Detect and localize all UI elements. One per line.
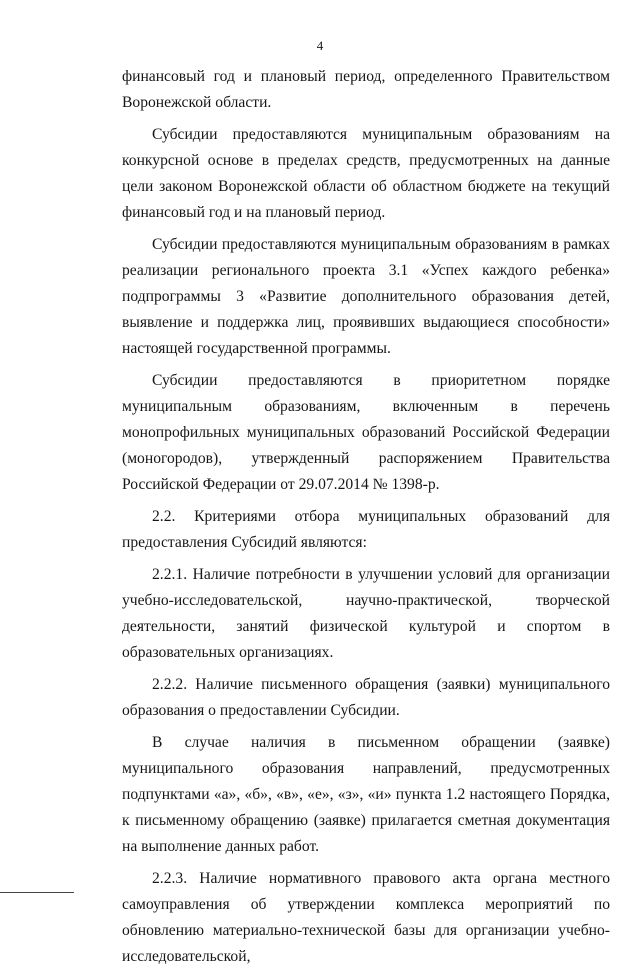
paragraph-priority-monotowns: Субсидии предоставляются в приоритетном порядке муниципальным образованиям, включенным в перечень монопрофильных муниципальных образований Российской Федерации (моногородов), утвержденный распоряжением Правительства Российской Федерации от 29.07.2014 № 1398-р.: [122, 372, 610, 493]
paragraph-continuation: финансовый год и плановый период, определенного Правительством Воронежской области.: [122, 68, 610, 111]
document-body: [122, 64, 610, 976]
paragraph-criterion-2-2-2: 2.2.2. Наличие письменного обращения (заявки) муниципального образования о предоставлении Субсидии.: [122, 676, 610, 719]
page-number: 4: [316, 38, 324, 53]
paragraph-criteria-heading: 2.2. Критериями отбора муниципальных образований для предоставления Субсидий являются:: [122, 508, 610, 551]
paragraph-regional-project: Субсидии предоставляются муниципальным образованиям в рамках реализации регионального проекта 3.1 «Успех каждого ребенка» подпрограммы 3 «Развитие дополнительного образования детей, выявление и поддержка лиц, проявивших выдающиеся способности» настоящей государственной программы.: [122, 236, 610, 357]
paragraph-criterion-2-2-3: 2.2.3. Наличие нормативного правового акта органа местного самоуправления об утверждении комплекса мероприятий по обновлению материально-технической базы для организации учебно-исследовательской,: [122, 870, 610, 965]
footer-divider: [0, 892, 74, 893]
paragraph-criterion-2-2-1: 2.2.1. Наличие потребности в улучшении условий для организации учебно-исследовательской, научно-практической, творческой деятельности, занятий физической культурой и спортом в образовательных организациях.: [122, 566, 610, 661]
paragraph-competitive-basis: Субсидии предоставляются муниципальным образованиям на конкурсной основе в пределах средств, предусмотренных на данные цели законом Воронежской области об областном бюджете на текущий финансовый год и на плановый период.: [122, 126, 610, 221]
paragraph-estimate-documentation: В случае наличия в письменном обращении (заявке) муниципального образования направлений, предусмотренных подпунктами «а», «б», «в», «е», «з», «и» пункта 1.2 настоящего Порядка, к письменному обращению (заявке) прилагается сметная документация на выполнение данных работ.: [122, 734, 610, 855]
